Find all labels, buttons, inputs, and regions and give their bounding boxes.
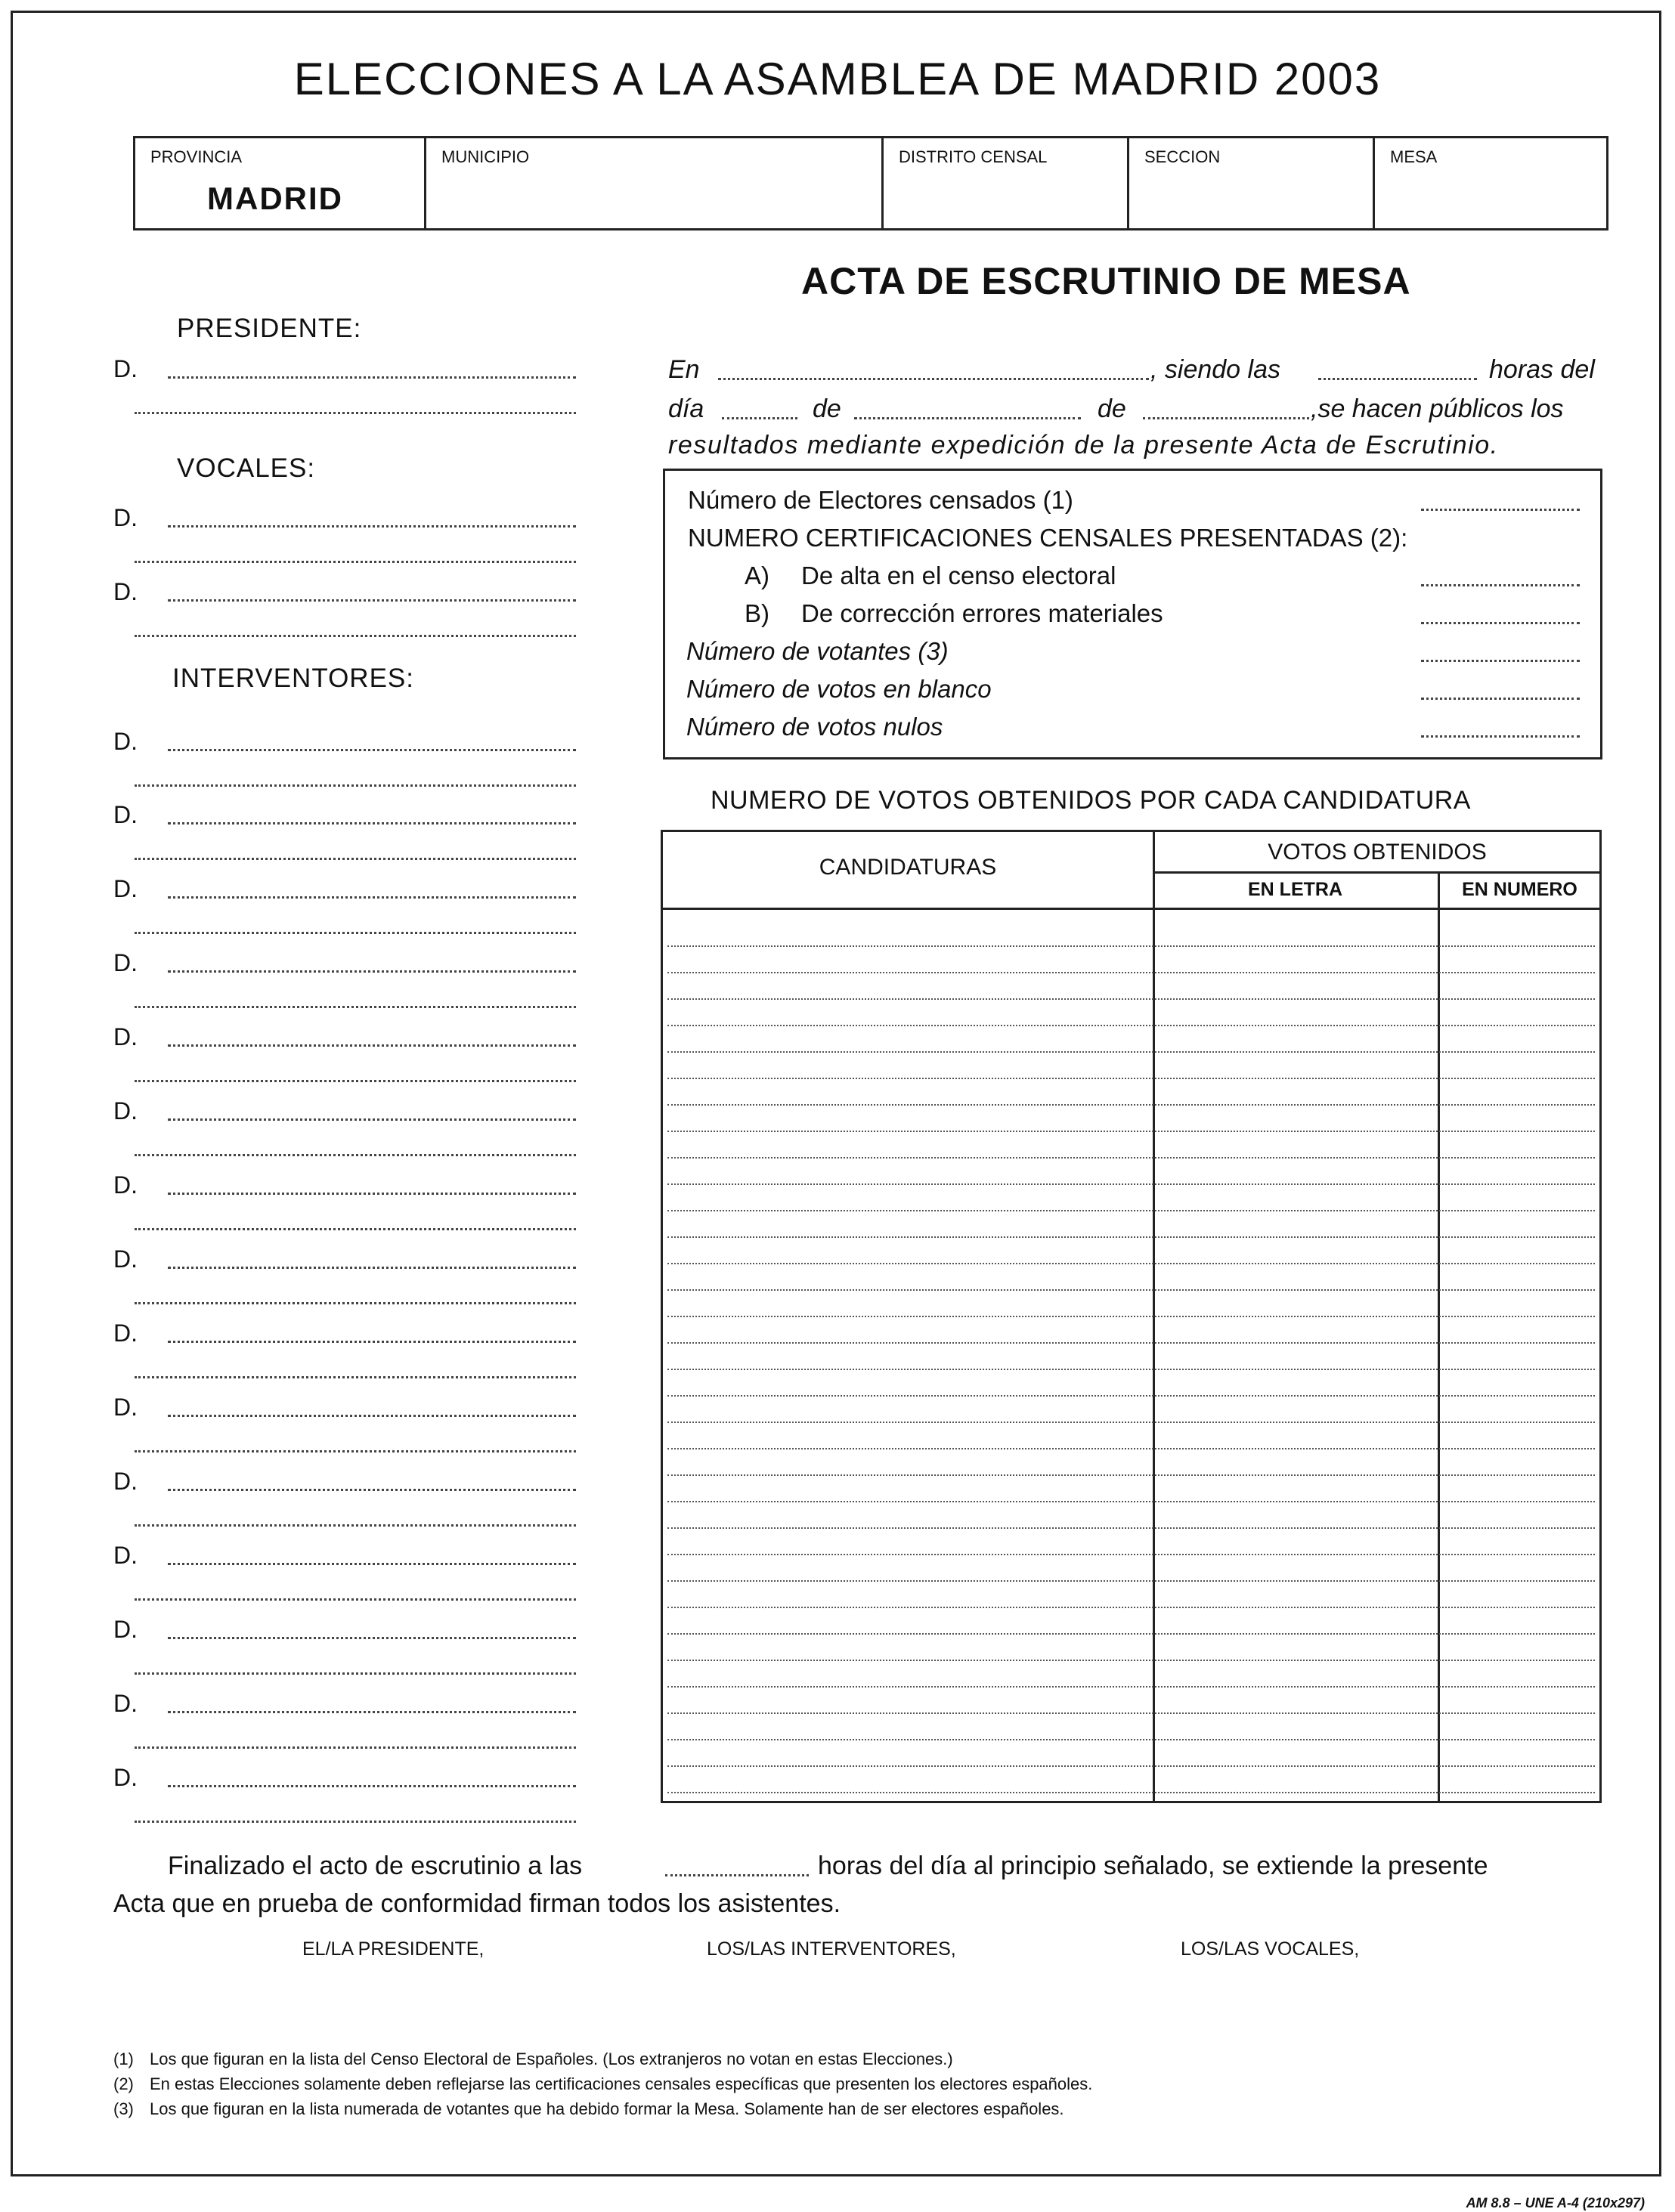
table-row[interactable] (667, 1660, 1595, 1661)
name-field-line-1[interactable] (168, 970, 576, 973)
name-field-line-1[interactable] (168, 1044, 576, 1047)
name-field-line-2[interactable] (135, 1821, 576, 1823)
note-3 (113, 2099, 1064, 2119)
signatory-row (113, 355, 582, 385)
final-text-1a: Finalizado el acto de escrutinio a las (168, 1852, 583, 1880)
d-prefix: D. (113, 949, 138, 976)
name-field-line-1[interactable] (168, 1118, 576, 1121)
name-field-line-1[interactable] (168, 1489, 576, 1491)
seccion-label: SECCION (1144, 147, 1221, 166)
votantes-field[interactable] (1421, 660, 1580, 662)
table-row[interactable] (667, 1289, 1595, 1291)
note-2 (113, 2074, 1092, 2094)
votes-table (661, 830, 1602, 1803)
d-prefix: D. (113, 1245, 138, 1273)
municipio-cell[interactable] (426, 138, 884, 228)
signatory-row (113, 1468, 582, 1498)
note-3-text: Los que figuran en la lista numerada de votantes que ha debido formar la Mesa. Solamente han de ser electores españoles. (150, 2099, 1064, 2118)
name-field-line-2[interactable] (135, 412, 576, 414)
table-row[interactable] (667, 1369, 1595, 1370)
provincia-label: PROVINCIA (150, 147, 243, 166)
table-row[interactable] (667, 1580, 1595, 1582)
d-prefix: D. (113, 1690, 138, 1717)
certificaciones-label: NUMERO CERTIFICACIONES CENSALES PRESENTADAS (2): (688, 524, 1408, 552)
name-field-line-1[interactable] (168, 1563, 576, 1565)
table-row[interactable] (667, 1422, 1595, 1423)
table-row[interactable] (667, 1527, 1595, 1529)
name-field-line-2[interactable] (135, 561, 576, 563)
table-row[interactable] (667, 998, 1595, 1000)
intro-en: En (668, 355, 700, 384)
name-field-line-2[interactable] (135, 858, 576, 860)
name-field-line-1[interactable] (168, 1637, 576, 1639)
intro-dia: día (668, 394, 704, 423)
name-field-line-2[interactable] (135, 1228, 576, 1230)
correccion-letter: B) (745, 599, 769, 627)
name-field-line-2[interactable] (135, 1154, 576, 1156)
intro-line-1 (668, 355, 700, 385)
d-prefix: D. (113, 1542, 138, 1569)
d-prefix: D. (113, 801, 138, 828)
correccion-label: De corrección errores materiales (801, 599, 1163, 627)
signatory-row (113, 504, 582, 534)
table-row[interactable] (667, 1395, 1595, 1397)
name-field-line-2[interactable] (135, 1598, 576, 1601)
signatory-row (113, 1764, 582, 1794)
table-row[interactable] (667, 1739, 1595, 1740)
d-prefix: D. (113, 1319, 138, 1347)
d-prefix: D. (113, 1468, 138, 1495)
dia-field[interactable] (722, 417, 797, 419)
signatory-row (113, 1542, 582, 1572)
table-row[interactable] (667, 1316, 1595, 1317)
final-text-2: Acta que en prueba de conformidad firman todos los asistentes. (113, 1889, 841, 1918)
distrito-label: DISTRITO CENSAL (899, 147, 1048, 166)
alta-field[interactable] (1421, 584, 1580, 586)
final-text-1b: horas del día al principio señalado, se extiende la presente (818, 1852, 1488, 1880)
name-field-line-1[interactable] (168, 749, 576, 751)
name-field-line-1[interactable] (168, 822, 576, 824)
table-row[interactable] (667, 1078, 1595, 1079)
table-row[interactable] (667, 1210, 1595, 1211)
table-row[interactable] (667, 1342, 1595, 1344)
signatory-row (113, 1690, 582, 1720)
table-row[interactable] (667, 1183, 1595, 1185)
name-field-line-2[interactable] (135, 1524, 576, 1527)
header-divider-sub (1153, 871, 1599, 874)
table-row[interactable] (667, 945, 1595, 947)
summary-box (663, 469, 1602, 760)
nulos-label: Número de votos nulos (686, 713, 943, 741)
table-row[interactable] (667, 1792, 1595, 1793)
table-row[interactable] (667, 1765, 1595, 1767)
col-letra: EN LETRA (1248, 879, 1342, 900)
d-prefix: D. (113, 875, 138, 902)
sig-interventores: LOS/LAS INTERVENTORES, (707, 1938, 956, 1960)
intro-se-hacen: ,se hacen públicos los (1311, 394, 1564, 423)
form-title: ELECCIONES A LA ASAMBLEA DE MADRID 2003 (293, 54, 1382, 104)
col-divider-2 (1438, 871, 1440, 1801)
note-1 (113, 2050, 953, 2069)
col-candidaturas: CANDIDATURAS (819, 855, 997, 880)
hora-field[interactable] (1318, 378, 1477, 380)
name-field-line-2[interactable] (135, 635, 576, 637)
note-2-num: (2) (113, 2074, 134, 2093)
signatory-row (113, 1097, 582, 1128)
votes-title: NUMERO DE VOTOS OBTENIDOS POR CADA CANDIDATURA (711, 786, 1471, 815)
note-2-text: En estas Elecciones solamente deben reflejarse las certificaciones censales específicas que presenten los electores españoles. (150, 2074, 1093, 2093)
signatory-row (113, 1023, 582, 1053)
signatory-row (113, 949, 582, 979)
signatory-row (113, 1245, 582, 1276)
votantes-label: Número de votantes (3) (686, 637, 949, 665)
provincia-cell (135, 138, 426, 228)
table-row[interactable] (667, 1607, 1595, 1608)
table-row[interactable] (667, 1554, 1595, 1555)
d-prefix: D. (113, 504, 138, 531)
table-row[interactable] (667, 1051, 1595, 1053)
table-row[interactable] (667, 1236, 1595, 1238)
table-row[interactable] (667, 1633, 1595, 1635)
sig-vocales: LOS/LAS VOCALES, (1181, 1938, 1360, 1960)
d-prefix: D. (113, 1097, 138, 1125)
table-row[interactable] (667, 972, 1595, 973)
name-field-line-2[interactable] (135, 1376, 576, 1378)
interventores-label: INTERVENTORES: (172, 664, 414, 693)
note-1-num: (1) (113, 2050, 134, 2068)
signatory-row (113, 1616, 582, 1646)
intro-siendo: , siendo las (1150, 355, 1280, 384)
signatory-row (113, 801, 582, 831)
acta-subtitle: ACTA DE ESCRUTINIO DE MESA (801, 260, 1411, 302)
name-field-line-1[interactable] (168, 1193, 576, 1195)
d-prefix: D. (113, 728, 138, 755)
municipio-label: MUNICIPIO (441, 147, 530, 166)
signatory-row (113, 1394, 582, 1424)
correccion-field[interactable] (1421, 622, 1580, 624)
table-row[interactable] (667, 1501, 1595, 1502)
name-field-line-1[interactable] (168, 1415, 576, 1417)
signatory-row (113, 728, 582, 758)
name-field-line-1[interactable] (168, 1267, 576, 1269)
anio-field[interactable] (1143, 417, 1309, 419)
mesa-cell[interactable] (1375, 138, 1606, 228)
signatory-row (113, 875, 582, 905)
col-votos: VOTOS OBTENIDOS (1268, 840, 1487, 865)
d-prefix: D. (113, 1616, 138, 1643)
vocales-label: VOCALES: (177, 453, 316, 483)
header-table (133, 136, 1608, 230)
d-prefix: D. (113, 1171, 138, 1199)
table-row[interactable] (667, 1131, 1595, 1132)
name-field-line-1[interactable] (168, 896, 576, 899)
name-field-line-1[interactable] (168, 525, 576, 527)
header-divider-main (663, 908, 1599, 910)
name-field-line-1[interactable] (168, 1711, 576, 1713)
note-1-text: Los que figuran en la lista del Censo Electoral de Españoles. (Los extranjeros no votan en estas Elecciones.) (150, 2050, 953, 2068)
name-field-line-1[interactable] (168, 599, 576, 602)
alta-letter: A) (745, 562, 769, 589)
signatory-row (113, 578, 582, 608)
d-prefix: D. (113, 355, 138, 382)
signatory-row (113, 1171, 582, 1202)
table-row[interactable] (667, 1157, 1595, 1159)
table-row[interactable] (667, 1025, 1595, 1026)
intro-line-3: resultados mediante expedición de la presente Acta de Escrutinio. (668, 431, 1499, 459)
final-hora-field[interactable] (665, 1874, 809, 1876)
name-field-line-2[interactable] (135, 1672, 576, 1675)
nulos-field[interactable] (1421, 735, 1580, 738)
provincia-value: MADRID (207, 181, 343, 216)
alta-label: De alta en el censo electoral (801, 562, 1116, 589)
name-field-line-2[interactable] (135, 1746, 576, 1749)
mesa-label: MESA (1390, 147, 1438, 166)
name-field-line-1[interactable] (168, 376, 576, 379)
name-field-line-2[interactable] (135, 1080, 576, 1082)
seccion-cell[interactable] (1129, 138, 1375, 228)
name-field-line-2[interactable] (135, 932, 576, 934)
d-prefix: D. (113, 1394, 138, 1421)
signatory-row (113, 1319, 582, 1350)
mes-field[interactable] (854, 417, 1081, 419)
name-field-line-1[interactable] (168, 1785, 576, 1787)
note-3-num: (3) (113, 2099, 134, 2118)
name-field-line-2[interactable] (135, 1450, 576, 1452)
presidente-label: PRESIDENTE: (177, 314, 362, 343)
intro-horas: horas del (1489, 355, 1595, 384)
d-prefix: D. (113, 578, 138, 605)
table-row[interactable] (667, 1263, 1595, 1264)
table-row[interactable] (667, 1104, 1595, 1106)
col-numero: EN NUMERO (1462, 879, 1577, 900)
table-row[interactable] (667, 1474, 1595, 1476)
electores-field[interactable] (1421, 509, 1580, 511)
table-row[interactable] (667, 1448, 1595, 1449)
blanco-label: Número de votos en blanco (686, 675, 992, 703)
distrito-cell[interactable] (884, 138, 1129, 228)
electores-label: Número de Electores censados (1) (688, 486, 1073, 514)
form-reference: AM 8.8 – UNE A-4 (210x297) (1466, 2195, 1645, 2210)
intro-de2: de (1098, 394, 1126, 423)
blanco-field[interactable] (1421, 698, 1580, 700)
table-row[interactable] (667, 1712, 1595, 1714)
name-field-line-1[interactable] (168, 1341, 576, 1343)
sig-presidente: EL/LA PRESIDENTE, (302, 1938, 485, 1960)
name-field-line-2[interactable] (135, 1006, 576, 1008)
lugar-field[interactable] (718, 378, 1149, 380)
table-row[interactable] (667, 1686, 1595, 1688)
intro-de1: de (813, 394, 841, 423)
name-field-line-2[interactable] (135, 784, 576, 787)
d-prefix: D. (113, 1764, 138, 1791)
name-field-line-2[interactable] (135, 1302, 576, 1304)
d-prefix: D. (113, 1023, 138, 1050)
